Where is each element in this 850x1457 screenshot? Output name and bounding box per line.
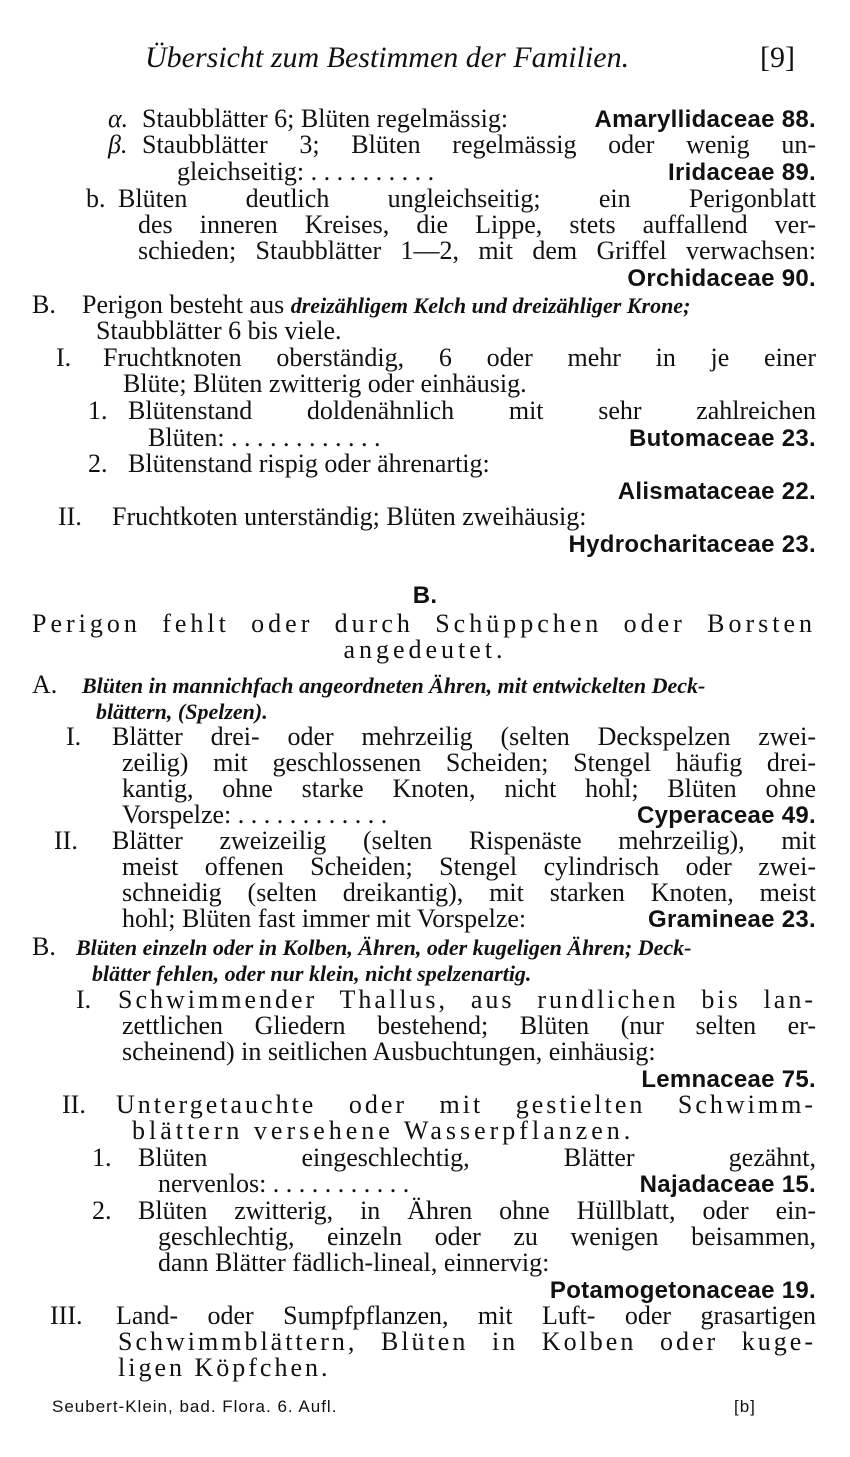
family-name: Gramineae 23. xyxy=(648,906,816,933)
key-line: des inneren Kreises, die Lippe, stets auffallend ver- xyxy=(138,210,816,239)
key-label: 1. xyxy=(92,1143,112,1172)
key-label: I. xyxy=(56,343,72,372)
key-line: Blüten: . . . . . . . . . . . . xyxy=(148,423,381,452)
key-line: Perigon besteht aus dreizähligem Kelch und dreizähliger Krone; xyxy=(82,290,691,319)
key-line: blätter fehlen, oder nur klein, nicht spelzenartig. xyxy=(92,961,532,986)
key-line: schneidig (selten dreikantig), mit starken Knoten, meist xyxy=(122,878,816,907)
key-line: geschlechtig, einzeln oder zu wenigen beisammen, xyxy=(158,1222,816,1251)
key-line: Staubblätter 3; Blüten regelmässig oder wenig un- xyxy=(142,130,816,159)
key-label: A. xyxy=(32,670,58,699)
key-line: Blätter drei- oder mehrzeilig (selten Deckspelzen zwei- xyxy=(112,722,816,751)
key-line: Untergetauchte oder mit gestielten Schwimm- xyxy=(116,1090,816,1119)
key-line: nervenlos: . . . . . . . . . . . xyxy=(158,1169,410,1198)
family-name: Iridaceae 89. xyxy=(667,159,816,186)
family-name: Orchidaceae 90. xyxy=(627,265,816,292)
key-line: blättern, (Spelzen). xyxy=(96,699,268,724)
key-line: Blütenstand doldenähnlich mit sehr zahlreichen xyxy=(128,396,816,425)
section-subheading: angedeutet. xyxy=(343,635,507,664)
family-name: Alismataceae 22. xyxy=(617,478,816,505)
key-line: Fruchtkoten unterständig; Blüten zweihäusig: xyxy=(112,502,587,531)
key-line: blättern versehene Wasserpflanzen. xyxy=(132,1116,635,1145)
family-name: Lemnaceae 75. xyxy=(641,1066,816,1093)
key-label: II. xyxy=(54,826,78,855)
key-line: zettlichen Gliedern bestehend; Blüten (nur selten er- xyxy=(122,1011,816,1040)
key-label: β. xyxy=(108,130,128,159)
key-line: Fruchtknoten oberständig, 6 oder mehr in je einer xyxy=(103,343,816,372)
key-line: Vorspelze: . . . . . . . . . . . . xyxy=(122,800,388,829)
key-line: Blüten deutlich ungleichseitig; ein Perigonblatt xyxy=(118,184,816,213)
key-line: Blätter zweizeilig (selten Rispenäste mehrzeilig), mit xyxy=(112,826,816,855)
key-line: α. xyxy=(108,104,129,133)
key-label: B. xyxy=(32,290,56,319)
family-name: Hydrocharitaceae 23. xyxy=(568,531,816,558)
key-line: zeilig) mit geschlossenen Scheiden; Stengel häufig drei- xyxy=(122,748,816,777)
key-line: Blüten in mannichfach angeordneten Ähren, mit entwickelten Deck- xyxy=(82,673,706,698)
key-line: meist offenen Scheiden; Stengel cylindrisch oder zwei- xyxy=(122,852,816,881)
key-label: III. xyxy=(50,1301,83,1330)
key-line: Blütenstand rispig oder ährenartig: xyxy=(128,449,490,478)
key-line: scheinend) in seitlichen Ausbuchtungen, einhäusig: xyxy=(122,1037,656,1066)
page-title: Übersicht zum Bestimmen der Familien. xyxy=(145,41,630,74)
key-line: Blüten eingeschlechtig, Blätter gezähnt, xyxy=(138,1143,816,1172)
key-line: schieden; Staubblätter 1—2, mit dem Griffel verwachsen: xyxy=(138,236,816,265)
family-name: Cyperaceae 49. xyxy=(637,802,816,829)
family-name: Amaryllidaceae 88. xyxy=(594,106,816,133)
key-label: b. xyxy=(86,184,106,213)
key-label: I. xyxy=(66,722,82,751)
key-label: II. xyxy=(58,502,82,531)
family-name: Butomaceae 23. xyxy=(629,425,816,452)
page-number: [9] xyxy=(760,41,795,74)
key-line: Schwimmblättern, Blüten in Kolben oder kuge- xyxy=(118,1327,816,1356)
key-line: Staubblätter 6; Blüten regelmässig: xyxy=(142,104,509,133)
key-line: Land- oder Sumpfpflanzen, mit Luft- oder grasartigen xyxy=(116,1301,816,1330)
key-label: 2. xyxy=(88,449,108,478)
key-line: ligen Köpfchen. xyxy=(118,1353,331,1382)
key-line: gleichseitig: . . . . . . . . . . xyxy=(177,157,435,186)
section-heading: B. xyxy=(412,582,438,609)
key-line: Blüten einzeln oder in Kolben, Ähren, oder kugeligen Ähren; Deck- xyxy=(76,935,692,960)
key-label: I. xyxy=(76,985,92,1014)
key-line: Schwimmender Thallus, aus rundlichen bis lan- xyxy=(118,985,816,1014)
section-subheading: Perigon fehlt oder durch Schüppchen oder Borsten xyxy=(32,609,816,638)
footer-source: Seubert-Klein, bad. Flora. 6. Aufl. xyxy=(52,1397,338,1416)
key-line: Blüte; Blüten zwitterig oder einhäusig. xyxy=(123,369,527,398)
key-label: II. xyxy=(62,1090,86,1119)
key-label: 2. xyxy=(92,1196,112,1225)
key-line: dann Blätter fädlich-lineal, einnervig: xyxy=(158,1248,550,1277)
family-name: Najadaceae 15. xyxy=(639,1171,816,1198)
key-label: B. xyxy=(32,932,56,961)
family-name: Potamogetonaceae 19. xyxy=(549,1277,816,1304)
key-label: 1. xyxy=(88,396,108,425)
footer-signature: [b] xyxy=(734,1397,756,1416)
key-line: kantig, ohne starke Knoten, nicht hohl; Blüten ohne xyxy=(122,774,816,803)
key-line: hohl; Blüten fast immer mit Vorspelze: xyxy=(122,904,527,933)
key-line: Staubblätter 6 bis viele. xyxy=(96,316,342,345)
key-line: Blüten zwitterig, in Ähren ohne Hüllblatt, oder ein- xyxy=(138,1196,816,1225)
